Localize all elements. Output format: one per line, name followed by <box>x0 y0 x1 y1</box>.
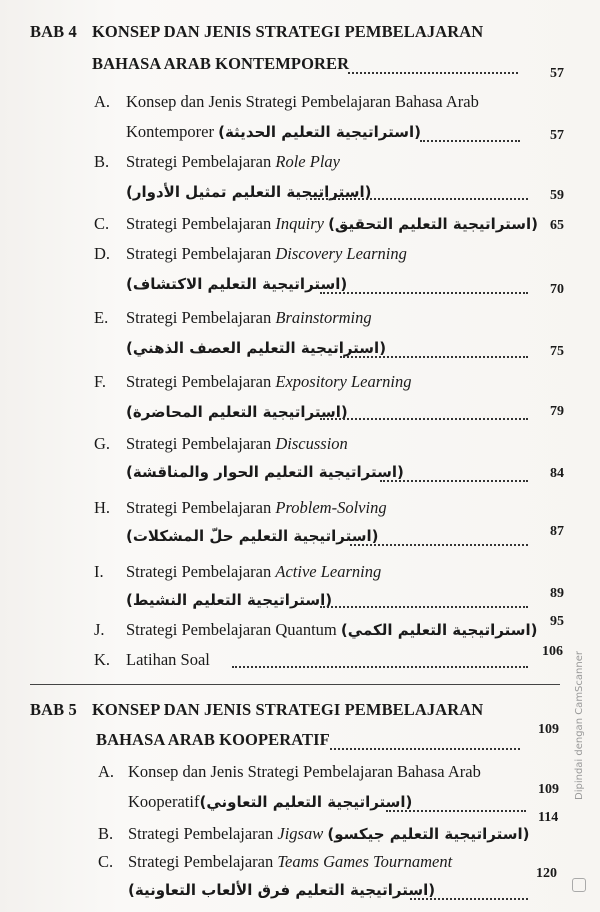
item-text: Strategi Pembelajaran Active Learning <box>126 562 382 581</box>
page-number: 114 <box>538 810 559 825</box>
leader-dots <box>320 418 528 420</box>
item-text: Konsep dan Jenis Strategi Pembelajaran Bahasa Arab <box>126 92 479 111</box>
page-number: 57 <box>550 128 564 143</box>
item-arabic: (استراتيجية التعليم فرق الألعاب التعاونية) <box>128 881 436 899</box>
page-number: 87 <box>550 524 564 539</box>
camscanner-icon <box>572 878 586 892</box>
item-letter: C. <box>98 852 114 871</box>
leader-dots <box>340 356 528 358</box>
item-letter: D. <box>94 244 111 263</box>
page-number: 120 <box>536 866 557 881</box>
item-arabic: (استراتيجية التعليم تمثيل الأدوار) <box>126 183 372 201</box>
leader-dots <box>420 140 520 142</box>
item-letter: E. <box>94 308 109 327</box>
item-arabic: (استراتيجية التعليم حلّ المشكلات) <box>126 527 379 545</box>
item-text: Strategi Pembelajaran Brainstorming <box>126 308 372 327</box>
page-number: 84 <box>550 466 564 481</box>
item-letter: J. <box>94 620 105 639</box>
chapter-number: BAB 5 <box>30 700 77 719</box>
item-text: Strategi Pembelajaran Expository Learning <box>126 372 412 391</box>
item-arabic: (استراتيجية التعليم الاكتشاف) <box>126 275 348 293</box>
item-letter: G. <box>94 434 111 453</box>
page-number: 79 <box>550 404 564 419</box>
leader-dots <box>330 748 520 750</box>
item-letter: A. <box>98 762 115 781</box>
chapter-heading <box>30 700 483 720</box>
item-text: Strategi Pembelajaran Inquiry (استراتيجية التعليم التحقيق) <box>126 214 539 233</box>
chapter-heading <box>30 22 483 42</box>
page-number: 59 <box>550 188 564 203</box>
leader-dots <box>232 666 528 668</box>
item-letter: K. <box>94 650 111 669</box>
item-arabic: (استراتيجية التعليم الحوار والمناقشة) <box>126 463 404 481</box>
item-text: Strategi Pembelajaran Teams Games Tournament <box>128 852 453 871</box>
item-text: Kooperatif(استراتيجية التعليم التعاوني) <box>128 792 413 811</box>
leader-dots <box>410 898 528 900</box>
item-arabic: (استراتيجية التعليم النشيط) <box>126 591 333 609</box>
item-text: Strategi Pembelajaran Discovery Learning <box>126 244 407 263</box>
item-letter: B. <box>94 152 110 171</box>
page-number: 70 <box>550 282 564 297</box>
item-text: Konsep dan Jenis Strategi Pembelajaran Bahasa Arab <box>128 762 481 781</box>
chapter-number: BAB 4 <box>30 22 77 41</box>
item-text: Kontemporer (استراتيجية التعليم الحديثة) <box>126 122 422 141</box>
leader-dots <box>320 292 528 294</box>
leader-dots <box>320 606 528 608</box>
chapter-title: KONSEP DAN JENIS STRATEGI PEMBELAJARAN <box>92 700 484 719</box>
section-divider <box>30 684 560 685</box>
item-text: Strategi Pembelajaran Quantum (استراتيجية التعليم الكمي) <box>126 620 538 639</box>
item-arabic: (استراتيجية التعليم المحاضرة) <box>126 403 348 421</box>
item-text: Strategi Pembelajaran Problem-Solving <box>126 498 387 517</box>
leader-dots <box>380 480 528 482</box>
item-letter: I. <box>94 562 104 581</box>
page-number: 75 <box>550 344 564 359</box>
scanner-watermark: Dipindai dengan CamScanner <box>574 651 585 800</box>
page-number: 106 <box>542 644 563 659</box>
item-text: Strategi Pembelajaran Discussion <box>126 434 348 453</box>
page-number: 65 <box>550 218 564 233</box>
item-text: Latihan Soal <box>126 650 210 669</box>
leader-dots <box>310 198 528 200</box>
page-number: 109 <box>538 782 559 797</box>
leader-dots <box>386 810 526 812</box>
chapter-title-line2: BAHASA ARAB KOOPERATIF <box>96 730 330 749</box>
page-number: 109 <box>538 722 559 737</box>
item-letter: B. <box>98 824 114 843</box>
item-letter: H. <box>94 498 111 517</box>
item-letter: C. <box>94 214 110 233</box>
page-number: 89 <box>550 586 564 601</box>
leader-dots <box>348 72 518 74</box>
item-letter: A. <box>94 92 111 111</box>
item-text: Strategi Pembelajaran Jigsaw (استراتيجية التعليم جيكسو) <box>128 824 530 843</box>
leader-dots <box>350 544 528 546</box>
item-arabic: (استراتيجية التعليم العصف الذهني) <box>126 339 387 357</box>
page-number: 57 <box>550 66 564 81</box>
chapter-title: KONSEP DAN JENIS STRATEGI PEMBELAJARAN <box>92 22 484 41</box>
item-text: Strategi Pembelajaran Role Play <box>126 152 340 171</box>
page-number: 95 <box>550 614 564 629</box>
item-letter: F. <box>94 372 106 391</box>
chapter-title-line2: BAHASA ARAB KONTEMPORER <box>92 54 350 73</box>
